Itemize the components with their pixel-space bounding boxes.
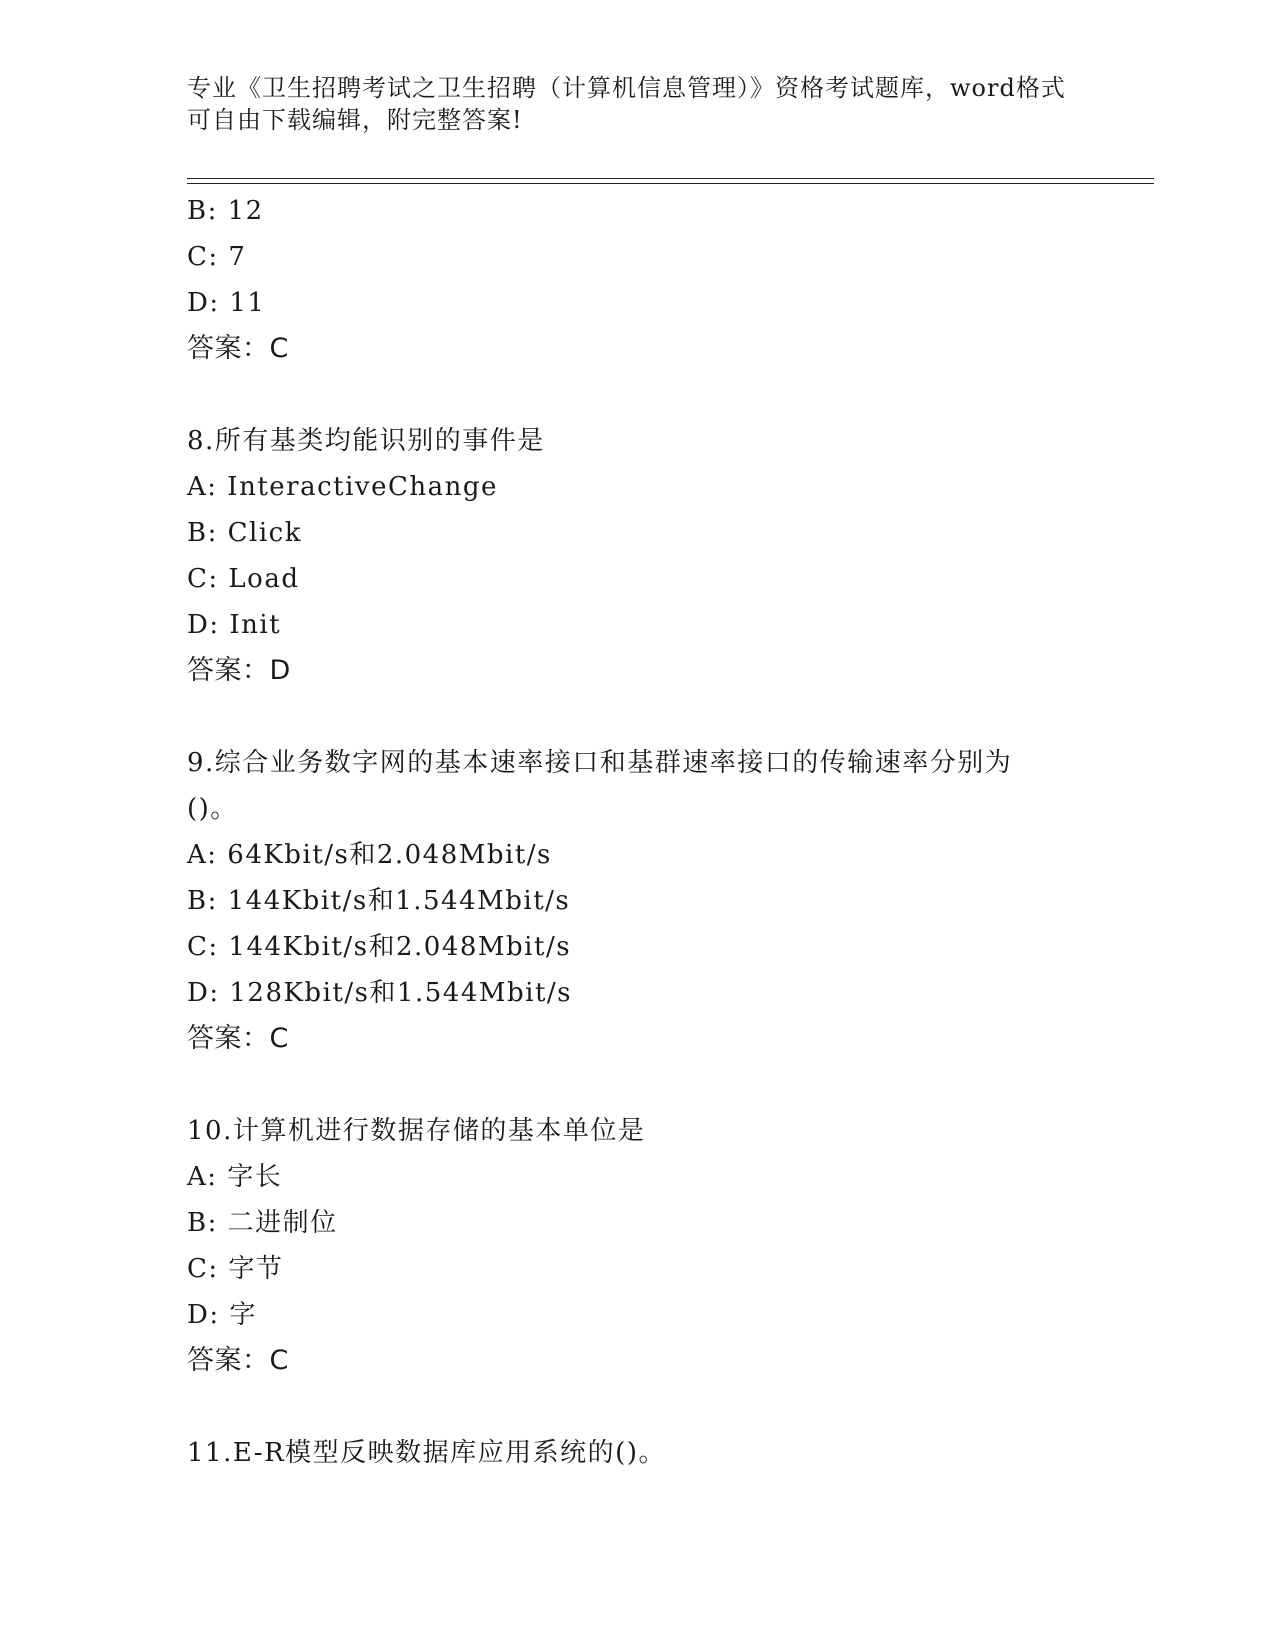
option-a: A: InteractiveChange [187,472,498,502]
question-stem: 8.所有基类均能识别的事件是 [187,426,545,456]
option-c: C: 字节 [187,1254,284,1284]
question-11 [187,1430,1137,1476]
question-7-continuation [187,188,1137,372]
question-content [187,188,1137,1476]
option-a: A: 64Kbit/s和2.048Mbit/s [187,840,552,870]
spacer [187,694,1137,740]
header-line-1: 专业《卫生招聘考试之卫生招聘（计算机信息管理）》资格考试题库，word格式 [187,74,1066,102]
option-b: B: 144Kbit/s和1.544Mbit/s [187,886,571,916]
question-10 [187,1108,1137,1384]
question-8 [187,418,1137,694]
spacer [187,372,1137,418]
question-9 [187,740,1137,1062]
answer: 答案：C [187,333,289,364]
question-stem: 10.计算机进行数据存储的基本单位是 [187,1116,646,1146]
option-b: B: Click [187,518,302,548]
option-c: C: 7 [187,242,247,272]
header-line-2: 可自由下载编辑，附完整答案! [187,106,523,134]
option-b: B: 12 [187,196,264,226]
header-rule-top [187,178,1154,179]
question-stem-continued: ()。 [187,794,238,824]
answer: 答案：C [187,1345,289,1376]
answer: 答案：D [187,655,291,686]
header-rule-bottom [187,183,1154,184]
option-c: C: Load [187,564,300,594]
spacer [187,1062,1137,1108]
option-a: A: 字长 [187,1162,283,1192]
option-b: B: 二进制位 [187,1208,338,1238]
page-header [187,72,1087,136]
option-d: D: Init [187,610,282,640]
option-d: D: 11 [187,288,266,318]
option-d: D: 字 [187,1300,257,1330]
spacer [187,1384,1137,1430]
answer: 答案：C [187,1023,289,1054]
question-stem: 9.综合业务数字网的基本速率接口和基群速率接口的传输速率分别为 [187,748,1013,778]
option-d: D: 128Kbit/s和1.544Mbit/s [187,978,572,1008]
option-c: C: 144Kbit/s和2.048Mbit/s [187,932,572,962]
question-stem: 11.E-R模型反映数据库应用系统的()。 [187,1438,666,1468]
